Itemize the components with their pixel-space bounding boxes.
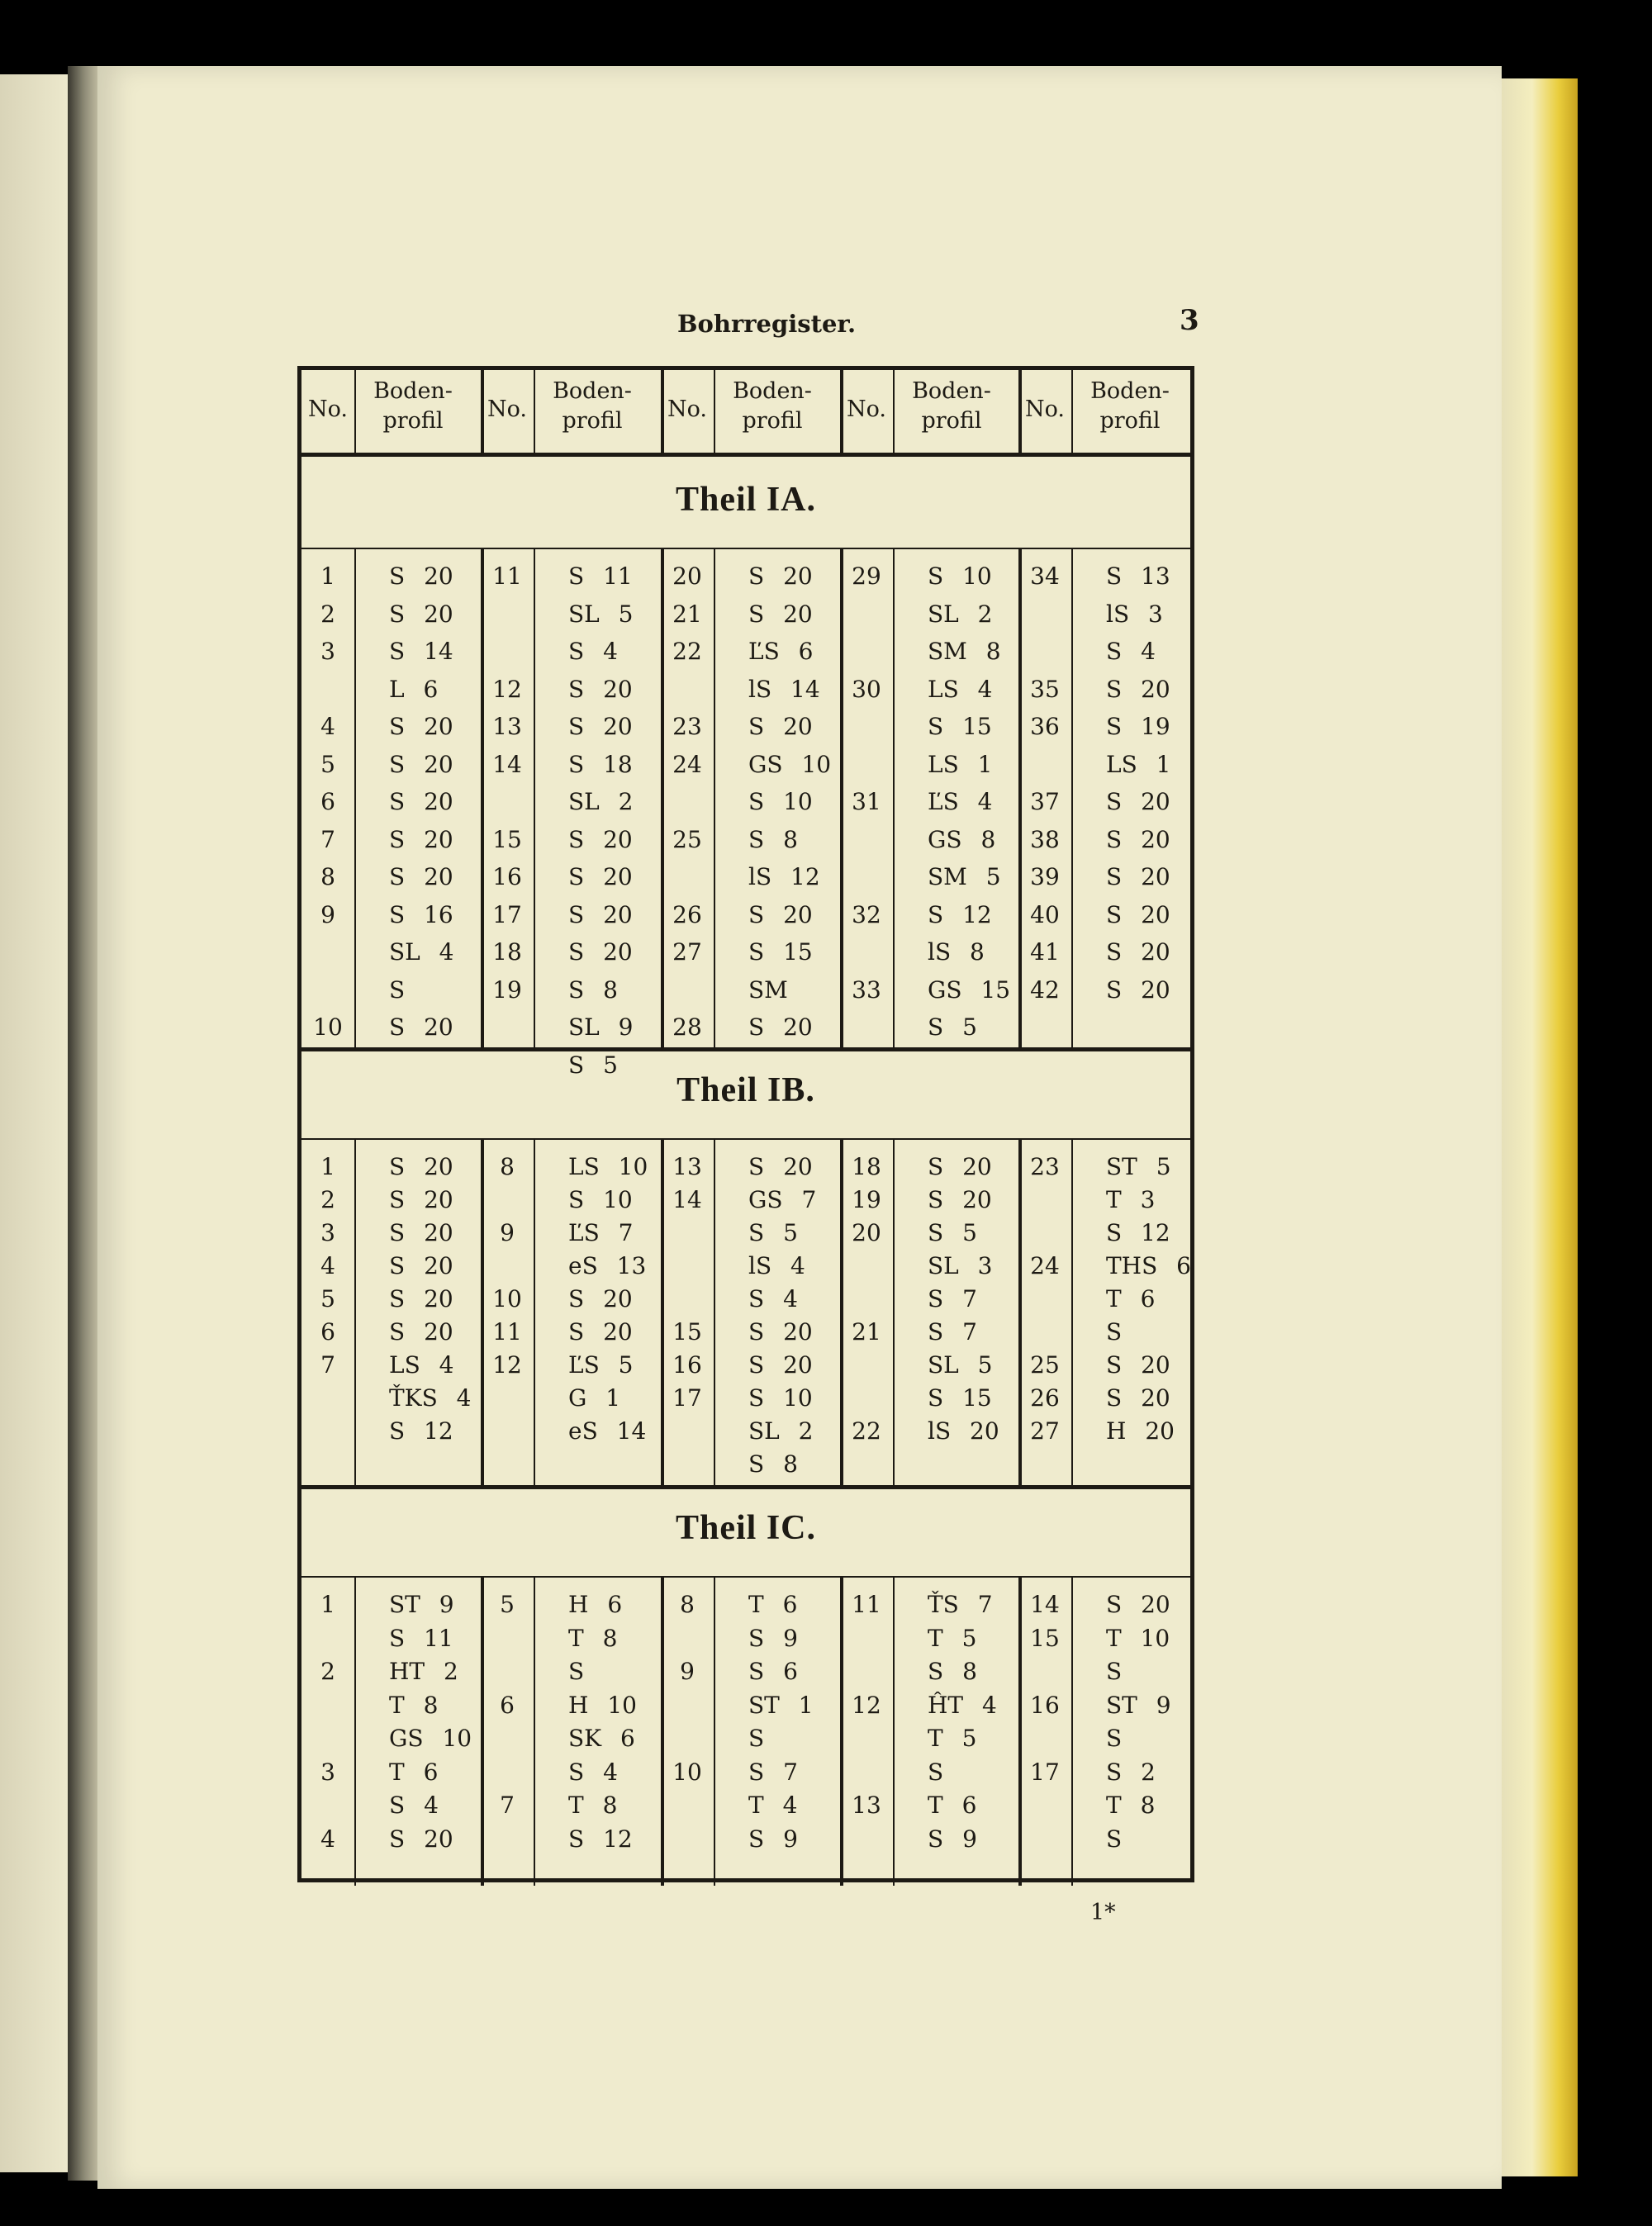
soil-profile-entry: S 9 bbox=[748, 1825, 798, 1853]
soil-profile-entry: S 5 bbox=[928, 1219, 977, 1246]
column-rule bbox=[534, 1576, 535, 1886]
soil-profile-entry: S bbox=[389, 975, 406, 1004]
soil-profile-entry: S 20 bbox=[748, 562, 813, 590]
soil-profile-entry: SL 4 bbox=[389, 938, 454, 966]
boring-number: 32 bbox=[852, 900, 881, 928]
soil-profile-entry: S 15 bbox=[748, 938, 813, 966]
soil-profile-entry: LS 1 bbox=[1106, 750, 1171, 778]
soil-profile-entry: S 14 bbox=[389, 638, 453, 665]
soil-profile-entry: S 20 bbox=[568, 1318, 633, 1346]
soil-profile-entry: S 20 bbox=[1106, 675, 1170, 703]
boring-number: 1 bbox=[320, 1153, 335, 1180]
soil-profile-entry: S 13 bbox=[1106, 562, 1170, 590]
boring-register-table bbox=[297, 366, 1194, 1882]
column-rule bbox=[714, 370, 715, 453]
soil-profile-entry: S bbox=[1106, 1318, 1123, 1346]
soil-profile-entry: S bbox=[1106, 1825, 1123, 1853]
boring-number: 37 bbox=[1030, 788, 1060, 815]
soil-profile-entry: ĤT 4 bbox=[928, 1691, 997, 1719]
soil-profile-entry: LS 4 bbox=[928, 675, 993, 703]
header-profile: Boden- profil bbox=[373, 378, 453, 434]
soil-profile-entry: ĽS 4 bbox=[928, 788, 993, 815]
boring-number: 11 bbox=[492, 1318, 522, 1346]
boring-number: 14 bbox=[1030, 1591, 1060, 1618]
column-rule bbox=[354, 370, 356, 453]
boring-number: 1 bbox=[320, 1591, 335, 1618]
boring-number: 4 bbox=[320, 1825, 335, 1853]
boring-number: 11 bbox=[492, 562, 522, 590]
column-rule bbox=[1071, 1576, 1073, 1886]
column-rule bbox=[840, 370, 843, 453]
boring-number: 36 bbox=[1030, 713, 1060, 740]
soil-profile-entry: T 6 bbox=[1106, 1285, 1156, 1312]
boring-number: 3 bbox=[320, 638, 335, 665]
boring-number: 19 bbox=[492, 975, 522, 1004]
boring-number: 41 bbox=[1030, 938, 1060, 966]
column-rule bbox=[481, 370, 484, 453]
soil-profile-entry: S 20 bbox=[389, 1153, 453, 1180]
boring-number: 28 bbox=[672, 1013, 702, 1041]
soil-profile-entry: lS 8 bbox=[928, 938, 985, 966]
soil-profile-entry: S 8 bbox=[568, 975, 618, 1004]
boring-number: 14 bbox=[492, 750, 522, 778]
soil-profile-entry: T 6 bbox=[748, 1591, 798, 1618]
left-page-edge bbox=[0, 74, 68, 2172]
soil-profile-entry: S 4 bbox=[1106, 638, 1156, 665]
soil-profile-entry: eS 14 bbox=[568, 1417, 647, 1445]
soil-profile-entry: ST 5 bbox=[1106, 1153, 1171, 1180]
boring-number: 12 bbox=[492, 675, 522, 703]
soil-profile-entry: LS 10 bbox=[568, 1153, 648, 1180]
soil-profile-entry: lS 4 bbox=[748, 1252, 805, 1279]
soil-profile-entry: S 20 bbox=[748, 600, 813, 628]
soil-profile-entry: S 20 bbox=[389, 713, 453, 740]
header-profile: Boden- profil bbox=[912, 378, 991, 434]
boring-number: 7 bbox=[320, 825, 335, 853]
boring-number: 10 bbox=[313, 1013, 343, 1041]
running-title: Bohrregister. bbox=[677, 310, 857, 338]
boring-number: 25 bbox=[1030, 1351, 1060, 1379]
soil-profile-entry: T 8 bbox=[1106, 1792, 1156, 1819]
soil-profile-entry: S 20 bbox=[389, 788, 453, 815]
soil-profile-entry: ŤKS 4 bbox=[389, 1384, 472, 1412]
boring-number: 8 bbox=[320, 863, 335, 890]
boring-number: 23 bbox=[672, 713, 702, 740]
boring-number: 13 bbox=[852, 1792, 881, 1819]
header-no: No. bbox=[1025, 396, 1065, 422]
boring-number: 40 bbox=[1030, 900, 1060, 928]
soil-profile-entry: T 10 bbox=[1106, 1624, 1170, 1652]
soil-profile-entry: S 20 bbox=[389, 825, 453, 853]
soil-profile-entry: S 20 bbox=[1106, 1384, 1170, 1412]
boring-number: 6 bbox=[320, 788, 335, 815]
header-no: No. bbox=[847, 396, 886, 422]
soil-profile-entry: S 11 bbox=[389, 1624, 453, 1652]
soil-profile-entry: S 20 bbox=[748, 1351, 813, 1379]
boring-number: 21 bbox=[852, 1318, 881, 1346]
soil-profile-entry: S 20 bbox=[1106, 788, 1170, 815]
soil-profile-entry: S 20 bbox=[1106, 975, 1170, 1004]
column-rule bbox=[1071, 548, 1073, 1047]
soil-profile-entry: S 20 bbox=[748, 713, 813, 740]
section-title: Theil IA. bbox=[675, 481, 817, 519]
boring-number: 2 bbox=[320, 600, 335, 628]
boring-number: 33 bbox=[852, 975, 881, 1004]
column-rule bbox=[354, 548, 356, 1047]
soil-profile-entry: S 16 bbox=[389, 900, 453, 928]
soil-profile-entry: S 15 bbox=[928, 713, 992, 740]
soil-profile-entry: S 12 bbox=[1106, 1219, 1170, 1246]
boring-number: 27 bbox=[672, 938, 702, 966]
boring-number: 20 bbox=[672, 562, 702, 590]
soil-profile-entry: G 1 bbox=[568, 1384, 621, 1412]
soil-profile-entry: ŤS 7 bbox=[928, 1591, 993, 1618]
boring-number: 17 bbox=[672, 1384, 702, 1412]
boring-number: 1 bbox=[320, 562, 335, 590]
boring-number: 31 bbox=[852, 788, 881, 815]
soil-profile-entry: S 20 bbox=[928, 1153, 992, 1180]
boring-number: 4 bbox=[320, 713, 335, 740]
soil-profile-entry: T 6 bbox=[389, 1758, 439, 1786]
column-rule bbox=[840, 1576, 843, 1886]
soil-profile-entry: SL 2 bbox=[748, 1417, 814, 1445]
section-title: Theil IC. bbox=[675, 1509, 817, 1547]
row-rule bbox=[301, 548, 1190, 549]
boring-number: 2 bbox=[320, 1186, 335, 1213]
soil-profile-entry: S 20 bbox=[389, 600, 453, 628]
soil-profile-entry: S 7 bbox=[928, 1285, 977, 1312]
book-gutter bbox=[68, 66, 101, 2181]
soil-profile-entry: H 20 bbox=[1106, 1417, 1175, 1445]
soil-profile-entry: S 4 bbox=[568, 1758, 618, 1786]
boring-number: 3 bbox=[320, 1758, 335, 1786]
soil-profile-entry: T 8 bbox=[568, 1624, 618, 1652]
soil-profile-entry: LS 1 bbox=[928, 750, 993, 778]
boring-number: 4 bbox=[320, 1252, 335, 1279]
boring-number: 18 bbox=[492, 938, 522, 966]
boring-number: 16 bbox=[1030, 1691, 1060, 1719]
soil-profile-entry: GS 8 bbox=[928, 825, 996, 853]
column-rule bbox=[481, 1576, 484, 1886]
soil-profile-entry: S 20 bbox=[1106, 825, 1170, 853]
boring-number: 6 bbox=[320, 1318, 335, 1346]
boring-number: 15 bbox=[672, 1318, 702, 1346]
soil-profile-entry: SL 9 bbox=[568, 1013, 634, 1041]
boring-number: 5 bbox=[320, 750, 335, 778]
soil-profile-entry: T 8 bbox=[389, 1691, 439, 1719]
soil-profile-entry: S 20 bbox=[568, 825, 633, 853]
header-profile: Boden- profil bbox=[553, 378, 632, 434]
boring-number: 21 bbox=[672, 600, 702, 628]
row-rule bbox=[301, 1576, 1190, 1578]
boring-number: 9 bbox=[500, 1219, 515, 1246]
boring-number: 17 bbox=[1030, 1758, 1060, 1786]
boring-number: 2 bbox=[320, 1658, 335, 1685]
boring-number: 19 bbox=[852, 1186, 881, 1213]
soil-profile-entry: S 20 bbox=[568, 1285, 633, 1312]
soil-profile-entry: eS 13 bbox=[568, 1252, 647, 1279]
boring-number: 13 bbox=[672, 1153, 702, 1180]
signature-mark: 1* bbox=[1090, 1900, 1116, 1925]
boring-number: 34 bbox=[1030, 562, 1060, 590]
soil-profile-entry: ST 9 bbox=[389, 1591, 454, 1618]
soil-profile-entry: SK 6 bbox=[568, 1725, 635, 1752]
column-rule bbox=[354, 1576, 356, 1886]
header-no: No. bbox=[308, 396, 348, 422]
soil-profile-entry: S 20 bbox=[568, 675, 633, 703]
boring-number: 9 bbox=[680, 1658, 695, 1685]
page-edges bbox=[1502, 78, 1578, 2176]
soil-profile-entry: THS 6 bbox=[1106, 1252, 1191, 1279]
soil-profile-entry: S bbox=[1106, 1658, 1123, 1685]
boring-number: 16 bbox=[492, 863, 522, 890]
soil-profile-entry: S 20 bbox=[1106, 863, 1170, 890]
boring-number: 3 bbox=[320, 1219, 335, 1246]
soil-profile-entry: S 9 bbox=[928, 1825, 977, 1853]
boring-number: 26 bbox=[1030, 1384, 1060, 1412]
soil-profile-entry: S 7 bbox=[928, 1318, 977, 1346]
boring-number: 20 bbox=[852, 1219, 881, 1246]
boring-number: 39 bbox=[1030, 863, 1060, 890]
soil-profile-entry: S 8 bbox=[748, 1450, 798, 1478]
soil-profile-entry: S bbox=[928, 1758, 944, 1786]
soil-profile-entry: S 8 bbox=[748, 825, 798, 853]
soil-profile-entry: S 20 bbox=[568, 713, 633, 740]
boring-number: 7 bbox=[500, 1792, 515, 1819]
soil-profile-entry: S 4 bbox=[748, 1285, 798, 1312]
soil-profile-entry: S 20 bbox=[748, 1153, 813, 1180]
soil-profile-entry: GS 10 bbox=[389, 1725, 472, 1752]
soil-profile-entry: S bbox=[568, 1658, 585, 1685]
soil-profile-entry: S 4 bbox=[389, 1792, 439, 1819]
soil-profile-entry: lS 20 bbox=[928, 1417, 999, 1445]
boring-number: 10 bbox=[492, 1285, 522, 1312]
boring-number: 8 bbox=[500, 1153, 515, 1180]
soil-profile-entry: S 20 bbox=[389, 1285, 453, 1312]
soil-profile-entry: S 8 bbox=[928, 1658, 977, 1685]
soil-profile-entry: SL 2 bbox=[928, 600, 993, 628]
soil-profile-entry: S 20 bbox=[748, 900, 813, 928]
soil-profile-entry: GS 10 bbox=[748, 750, 832, 778]
boring-number: 12 bbox=[852, 1691, 881, 1719]
soil-profile-entry: HT 2 bbox=[389, 1658, 458, 1685]
soil-profile-entry: S 20 bbox=[1106, 900, 1170, 928]
soil-profile-entry: H 10 bbox=[568, 1691, 637, 1719]
soil-profile-entry: SL 5 bbox=[928, 1351, 993, 1379]
soil-profile-entry: SM bbox=[748, 975, 788, 1004]
row-rule bbox=[301, 1047, 1190, 1051]
soil-profile-entry: S 20 bbox=[568, 938, 633, 966]
soil-profile-entry: SM 8 bbox=[928, 638, 1001, 665]
boring-number: 6 bbox=[500, 1691, 515, 1719]
soil-profile-entry: S 20 bbox=[389, 1186, 453, 1213]
boring-number: 8 bbox=[680, 1591, 695, 1618]
boring-number: 15 bbox=[492, 825, 522, 853]
boring-number: 11 bbox=[852, 1591, 881, 1618]
boring-number: 9 bbox=[320, 900, 335, 928]
header-profile: Boden- profil bbox=[733, 378, 812, 434]
boring-number: 23 bbox=[1030, 1153, 1060, 1180]
soil-profile-entry: S 20 bbox=[1106, 1591, 1170, 1618]
column-rule bbox=[893, 1138, 895, 1485]
column-rule bbox=[714, 548, 715, 1047]
section-title: Theil IB. bbox=[676, 1071, 815, 1109]
column-rule bbox=[661, 370, 664, 453]
column-rule bbox=[1018, 370, 1022, 453]
soil-profile-entry: S bbox=[1106, 1725, 1123, 1752]
column-rule bbox=[661, 1576, 664, 1886]
column-rule bbox=[1071, 1138, 1073, 1485]
soil-profile-entry: S 20 bbox=[1106, 938, 1170, 966]
boring-number: 5 bbox=[320, 1285, 335, 1312]
boring-number: 13 bbox=[492, 713, 522, 740]
column-rule bbox=[354, 1138, 356, 1485]
soil-profile-entry: S 11 bbox=[568, 562, 633, 590]
soil-profile-entry: S 7 bbox=[748, 1758, 798, 1786]
soil-profile-entry: S bbox=[748, 1725, 765, 1752]
soil-profile-entry: S 10 bbox=[748, 1384, 813, 1412]
boring-number: 38 bbox=[1030, 825, 1060, 853]
soil-profile-entry: S 20 bbox=[389, 1318, 453, 1346]
boring-number: 35 bbox=[1030, 675, 1060, 703]
soil-profile-entry: S 20 bbox=[389, 863, 453, 890]
boring-number: 10 bbox=[672, 1758, 702, 1786]
soil-profile-entry: H 6 bbox=[568, 1591, 623, 1618]
page-number: 3 bbox=[1180, 304, 1199, 337]
boring-number: 5 bbox=[500, 1591, 515, 1618]
soil-profile-entry: SL 5 bbox=[568, 600, 634, 628]
soil-profile-entry: GS 15 bbox=[928, 975, 1011, 1004]
boring-number: 15 bbox=[1030, 1624, 1060, 1652]
soil-profile-entry: S 20 bbox=[389, 1219, 453, 1246]
header-profile: Boden- profil bbox=[1090, 378, 1170, 434]
soil-profile-entry: GS 7 bbox=[748, 1186, 817, 1213]
soil-profile-entry: S 12 bbox=[568, 1825, 633, 1853]
soil-profile-entry: T 5 bbox=[928, 1624, 977, 1652]
boring-number: 42 bbox=[1030, 975, 1060, 1004]
row-rule bbox=[301, 453, 1190, 457]
soil-profile-entry: S 20 bbox=[1106, 1351, 1170, 1379]
soil-profile-entry: S 20 bbox=[389, 1825, 453, 1853]
soil-profile-entry: S 6 bbox=[748, 1658, 798, 1685]
soil-profile-entry: lS 12 bbox=[748, 863, 820, 890]
column-rule bbox=[893, 548, 895, 1047]
soil-profile-entry: L 6 bbox=[389, 675, 439, 703]
soil-profile-entry: S 12 bbox=[928, 900, 992, 928]
boring-number: 12 bbox=[492, 1351, 522, 1379]
header-no: No. bbox=[487, 396, 527, 422]
column-rule bbox=[714, 1138, 715, 1485]
boring-number: 22 bbox=[672, 638, 702, 665]
soil-profile-entry: lS 3 bbox=[1106, 600, 1163, 628]
soil-profile-entry: T 3 bbox=[1106, 1186, 1156, 1213]
boring-number: 26 bbox=[672, 900, 702, 928]
soil-profile-entry: S 10 bbox=[928, 562, 992, 590]
soil-profile-entry: ĽS 7 bbox=[568, 1219, 634, 1246]
soil-profile-entry: S 12 bbox=[389, 1417, 453, 1445]
soil-profile-entry: S 2 bbox=[1106, 1758, 1156, 1786]
soil-profile-entry: SM 5 bbox=[928, 863, 1001, 890]
soil-profile-entry: S 9 bbox=[748, 1624, 798, 1652]
column-rule bbox=[714, 1576, 715, 1886]
soil-profile-entry: ST 1 bbox=[748, 1691, 814, 1719]
soil-profile-entry: S 5 bbox=[748, 1219, 798, 1246]
soil-profile-entry: S 20 bbox=[389, 1252, 453, 1279]
soil-profile-entry: S 20 bbox=[389, 750, 453, 778]
soil-profile-entry: ĽS 5 bbox=[568, 1351, 634, 1379]
header-no: No. bbox=[667, 396, 707, 422]
boring-number: 27 bbox=[1030, 1417, 1060, 1445]
column-rule bbox=[534, 1138, 535, 1485]
soil-profile-entry: S 15 bbox=[928, 1384, 992, 1412]
soil-profile-entry: S 10 bbox=[568, 1186, 633, 1213]
boring-number: 17 bbox=[492, 900, 522, 928]
soil-profile-entry: T 6 bbox=[928, 1792, 977, 1819]
column-rule bbox=[893, 1576, 895, 1886]
soil-profile-entry: S 19 bbox=[1106, 713, 1170, 740]
soil-profile-entry: ST 9 bbox=[1106, 1691, 1171, 1719]
soil-profile-entry: lS 14 bbox=[748, 675, 820, 703]
boring-number: 24 bbox=[1030, 1252, 1060, 1279]
soil-profile-entry: SL 3 bbox=[928, 1252, 993, 1279]
boring-number: 7 bbox=[320, 1351, 335, 1379]
soil-profile-entry: S 4 bbox=[568, 638, 618, 665]
column-rule bbox=[893, 370, 895, 453]
soil-profile-entry: S 20 bbox=[389, 562, 453, 590]
soil-profile-entry: T 8 bbox=[568, 1792, 618, 1819]
row-rule bbox=[301, 1138, 1190, 1140]
column-rule bbox=[534, 548, 535, 1047]
soil-profile-entry: T 5 bbox=[928, 1725, 977, 1752]
boring-number: 16 bbox=[672, 1351, 702, 1379]
boring-number: 18 bbox=[852, 1153, 881, 1180]
column-rule bbox=[1018, 1576, 1022, 1886]
soil-profile-entry: T 4 bbox=[748, 1792, 798, 1819]
soil-profile-entry: S 20 bbox=[928, 1186, 992, 1213]
boring-number: 25 bbox=[672, 825, 702, 853]
soil-profile-entry: S 20 bbox=[568, 900, 633, 928]
soil-profile-entry: S 20 bbox=[748, 1318, 813, 1346]
soil-profile-entry: ĽS 6 bbox=[748, 638, 814, 665]
soil-profile-entry: S 10 bbox=[748, 788, 813, 815]
soil-profile-entry: S 20 bbox=[748, 1013, 813, 1041]
row-rule bbox=[301, 1485, 1190, 1489]
column-rule bbox=[1071, 370, 1073, 453]
soil-profile-entry: LS 4 bbox=[389, 1351, 454, 1379]
column-rule bbox=[481, 548, 484, 1047]
soil-profile-entry: S 18 bbox=[568, 750, 633, 778]
soil-profile-entry: S 5 bbox=[928, 1013, 977, 1041]
column-rule bbox=[534, 370, 535, 453]
boring-number: 14 bbox=[672, 1186, 702, 1213]
boring-number: 24 bbox=[672, 750, 702, 778]
soil-profile-entry: S 5 bbox=[568, 1051, 618, 1079]
boring-number: 22 bbox=[852, 1417, 881, 1445]
boring-number: 29 bbox=[852, 562, 881, 590]
boring-number: 30 bbox=[852, 675, 881, 703]
soil-profile-entry: S 20 bbox=[389, 1013, 453, 1041]
soil-profile-entry: SL 2 bbox=[568, 788, 634, 815]
soil-profile-entry: S 20 bbox=[568, 863, 633, 890]
